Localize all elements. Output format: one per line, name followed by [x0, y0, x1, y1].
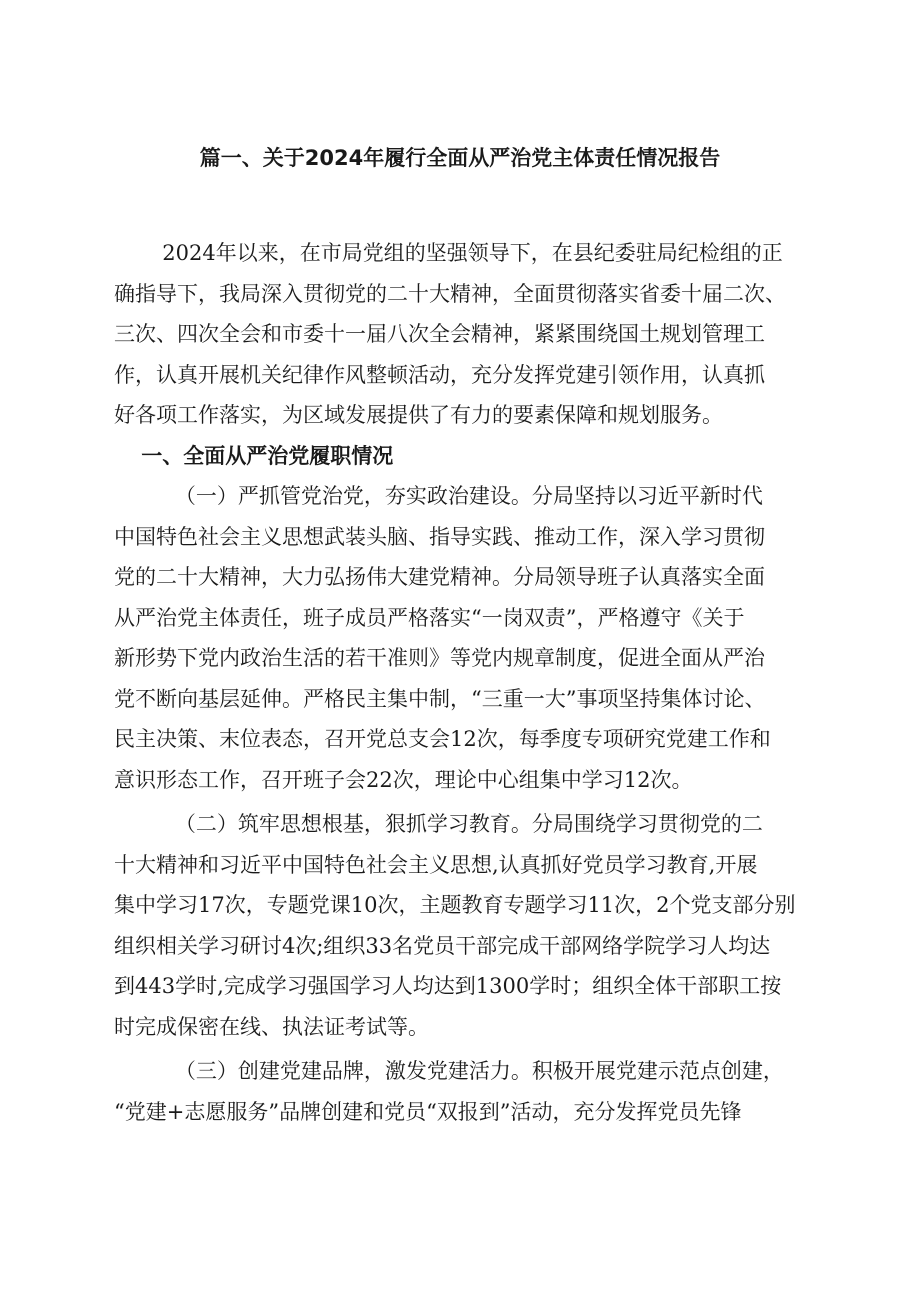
paragraph-line: 从严治党主体责任，班子成员严格落实“一岗双责”，严格遵守《关于	[114, 605, 745, 630]
paragraph-line: （一）严抓管党治党，夯实政治建设。分局坚持以习近平新时代	[174, 484, 763, 508]
intro-line: 好各项工作落实，为区域发展提供了有力的要素保障和规划服务。	[114, 403, 723, 427]
paragraph-line: 党不断向基层延伸。严格民主集中制，“三重一大”事项坚持集体讨论、	[114, 686, 766, 711]
paragraph-line: “党建+志愿服务”品牌创建和党员“双报到”活动，充分发挥党员先锋	[114, 1099, 742, 1124]
paragraph-line: （三）创建党建品牌，激发党建活力。积极开展党建示范点创建，	[174, 1059, 784, 1083]
paragraph-line: （二）筑牢思想根基，狠抓学习教育。分局围绕学习贯彻党的二	[174, 812, 763, 836]
paragraph-2	[114, 804, 840, 1047]
paragraph-line: 党的二十大精神，大力弘扬伟大建党精神。分局领导班子认真落实全面	[114, 565, 765, 589]
intro-line: 确指导下，我局深入贯彻党的二十大精神，全面贯彻落实省委十届二次、	[114, 281, 786, 306]
intro-line: 2024年以来，在市局党组的坚强领导下，在县纪委驻局纪检组的正	[162, 241, 783, 265]
paragraph-1	[114, 476, 840, 800]
document-title: 篇一、关于2024年履行全面从严治党主体责任情况报告	[199, 146, 721, 170]
paragraph-line: 集中学习17次，专题党课10次，主题教育专题学习11次，2个党支部分别	[114, 893, 796, 917]
intro-paragraph	[114, 233, 840, 436]
paragraph-line: 意识形态工作，召开班子会22次，理论中心组集中学习12次。	[114, 767, 693, 792]
intro-line: 作，认真开展机关纪律作风整顿活动，充分发挥党建引领作用，认真抓	[114, 362, 765, 387]
paragraph-line: 十大精神和习近平中国特色社会主义思想,认真抓好党员学习教育,开展	[114, 852, 758, 877]
paragraph-line: 民主决策、末位表态，召开党总支会12次，每季度专项研究党建工作和	[114, 727, 771, 751]
paragraph-line: 组织相关学习研讨4次;组织33名党员干部完成干部网络学院学习人均达	[114, 933, 771, 958]
paragraph-line: 中国特色社会主义思想武装头脑、指导实践、推动工作，深入学习贯彻	[114, 524, 765, 549]
paragraph-3	[114, 1051, 840, 1132]
document-body	[114, 233, 840, 1132]
intro-line: 三次、四次全会和市委十一届八次全会精神，紧紧围绕国土规划管理工	[114, 322, 765, 346]
paragraph-line: 新形势下党内政治生活的若干准则》等党内规章制度，促进全面从严治	[114, 646, 765, 670]
paragraph-line: 时完成保密在线、执法证考试等。	[114, 1014, 429, 1039]
paragraph-line: 到443学时,完成学习强国学习人均达到1300学时；组织全体干部职工按	[114, 974, 782, 998]
section-heading: 一、全面从严治党履职情况	[141, 443, 394, 468]
